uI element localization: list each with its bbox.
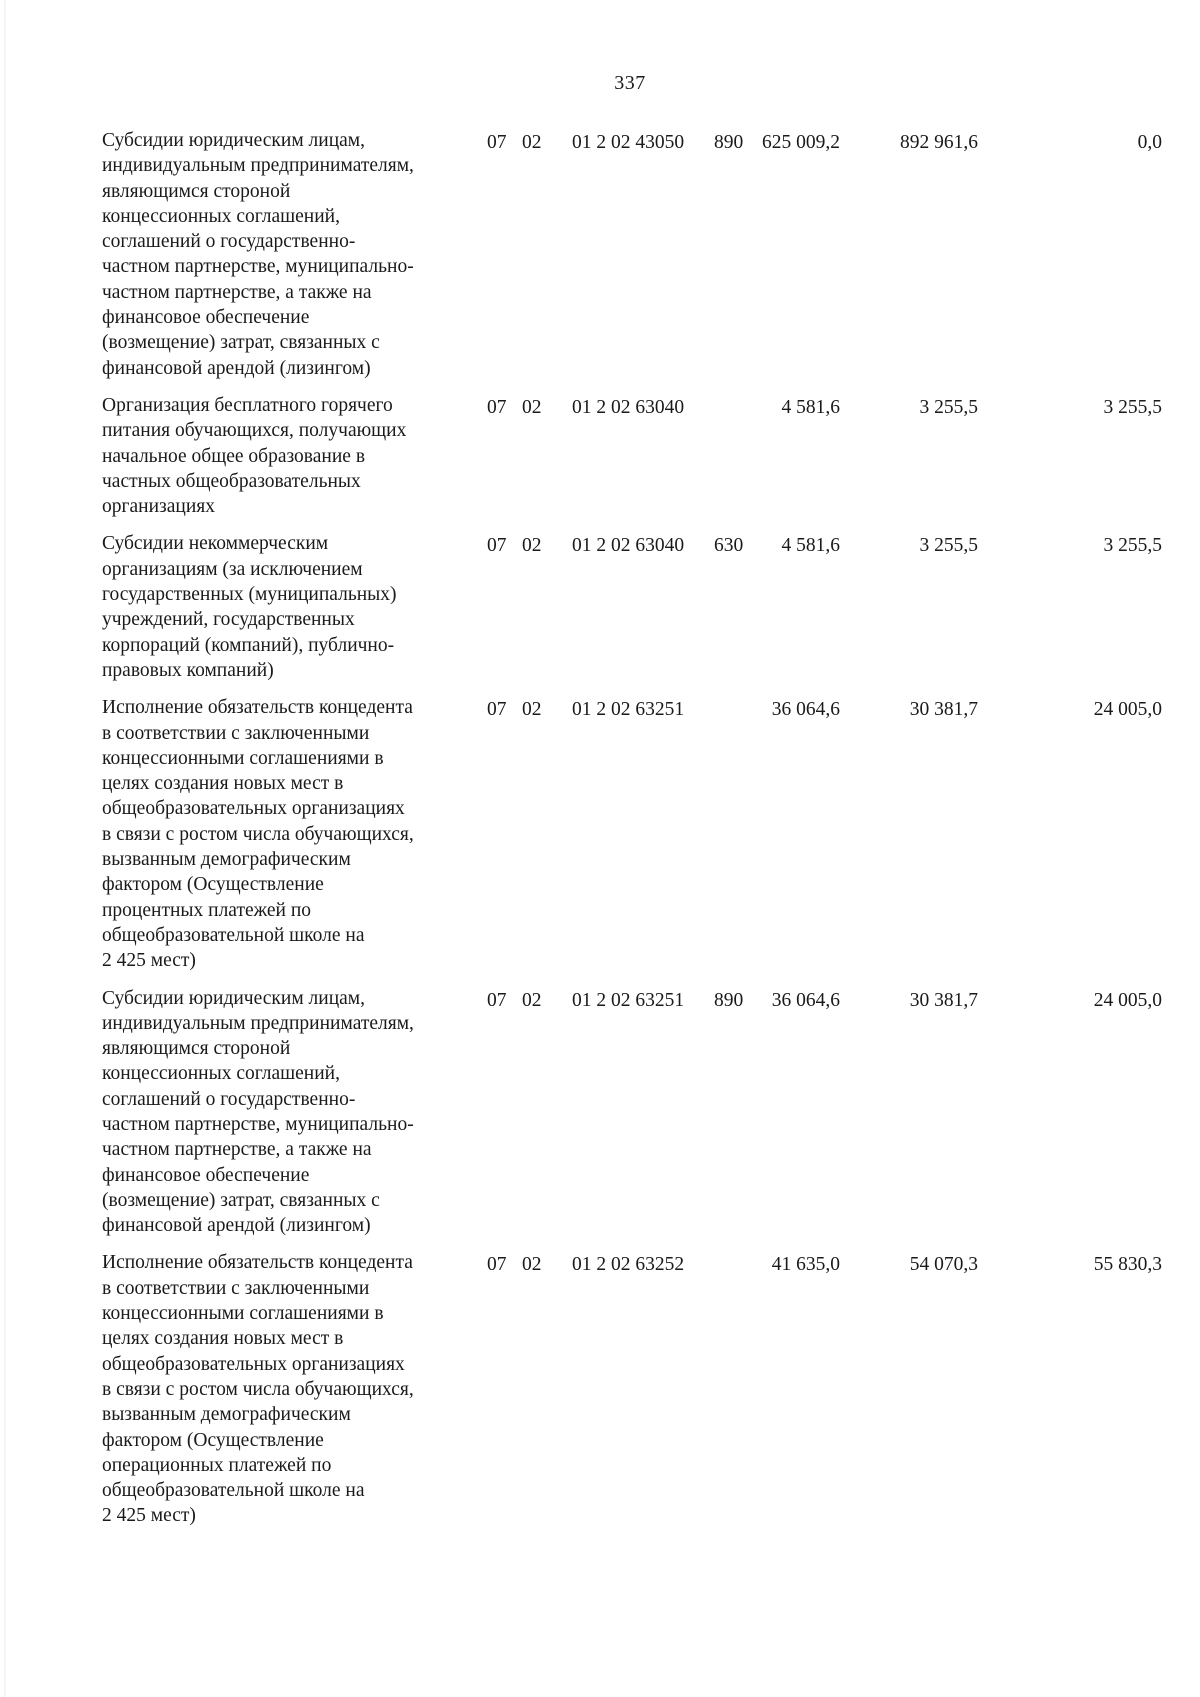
section-code: 07	[487, 989, 507, 1011]
expense-type-code: 890	[714, 989, 744, 1011]
subsection-code: 02	[522, 1254, 542, 1276]
scan-edge-left	[4, 0, 6, 1697]
amount-year-1: 4 581,6	[781, 396, 840, 418]
section-code: 07	[487, 132, 507, 153]
amount-year-1: 4 581,6	[781, 535, 840, 557]
target-article-code: 01 2 02 63251	[572, 699, 685, 721]
amount-year-3: 0,0	[1137, 132, 1162, 153]
amount-year-2: 54 070,3	[909, 1254, 978, 1276]
table-row	[102, 393, 1162, 519]
amount-year-1: 36 064,6	[771, 699, 840, 721]
amount-year-3: 24 005,0	[1093, 699, 1162, 721]
target-article-code: 01 2 02 63040	[572, 535, 685, 557]
expense-type-code: 890	[714, 132, 744, 153]
amount-year-2: 30 381,7	[909, 989, 978, 1011]
amount-year-1: 36 064,6	[771, 989, 840, 1011]
expense-type-code: 630	[714, 535, 744, 557]
subsection-code: 02	[522, 535, 542, 557]
amount-year-3: 24 005,0	[1093, 989, 1162, 1011]
row-description: Субсидии юридическим лицам, индивидуальным предпринимателям, являющимся стороной концессионных соглашений, соглашений о государственно- частном партнерстве, муниципально- частном партнерстве, а также на финансовое обеспечение (возмещение) затрат, связанных с финансовой арендой (лизингом)	[102, 987, 414, 1237]
amount-year-3: 3 255,5	[1103, 535, 1162, 557]
section-code: 07	[487, 699, 507, 721]
subsection-code: 02	[522, 132, 542, 153]
budget-table	[102, 128, 1162, 1529]
amount-year-2: 3 255,5	[919, 535, 978, 557]
target-article-code: 01 2 02 63252	[572, 1254, 685, 1276]
amount-year-2: 30 381,7	[909, 699, 978, 721]
section-code: 07	[487, 1254, 507, 1276]
amount-year-3: 3 255,5	[1103, 396, 1162, 418]
table-row	[102, 986, 1162, 1239]
target-article-code: 01 2 02 43050	[572, 132, 685, 153]
table-row	[102, 128, 1162, 381]
amount-year-2: 3 255,5	[919, 396, 978, 418]
table-row	[102, 695, 1162, 973]
amount-year-3: 55 830,3	[1093, 1254, 1162, 1276]
page-number: 337	[614, 72, 646, 94]
row-description: Исполнение обязательств концедента в соответствии с заключенными концессионными соглашениями в целях создания новых мест в общеобразовательных организациях в связи с ростом числа обучающихся, вызванным демографическим фактором (Осуществление операционных платежей по общеобразовательной школе на 2 425 мест)	[102, 1252, 414, 1527]
amount-year-1: 41 635,0	[771, 1254, 840, 1276]
amount-year-1: 625 009,2	[762, 132, 840, 153]
row-description: Исполнение обязательств концедента в соответствии с заключенными концессионными соглашениями в целях создания новых мест в общеобразовательных организациях в связи с ростом числа обучающихся, вызванным демографическим фактором (Осуществление процентных платежей по общеобразовательной школе на 2 425 мест)	[102, 697, 414, 972]
table-row	[102, 1250, 1162, 1528]
row-description: Субсидии некоммерческим организациям (за исключением государственных (муниципальных) учреждений, государственных корпораций (компаний), публично- правовых компаний)	[102, 533, 397, 681]
row-description: Организация бесплатного горячего питания обучающихся, получающих начальное общее образование в частных общеобразовательных организациях	[102, 394, 407, 518]
subsection-code: 02	[522, 989, 542, 1011]
subsection-code: 02	[522, 396, 542, 418]
table-row	[102, 531, 1162, 683]
target-article-code: 01 2 02 63251	[572, 989, 685, 1011]
section-code: 07	[487, 535, 507, 557]
section-code: 07	[487, 396, 507, 418]
subsection-code: 02	[522, 699, 542, 721]
row-description: Субсидии юридическим лицам, индивидуальным предпринимателям, являющимся стороной концессионных соглашений, соглашений о государственно- частном партнерстве, муниципально- частном партнерстве, а также на финансовое обеспечение (возмещение) затрат, связанных с финансовой арендой (лизингом)	[102, 130, 414, 379]
target-article-code: 01 2 02 63040	[572, 396, 685, 418]
amount-year-2: 892 961,6	[900, 132, 978, 153]
